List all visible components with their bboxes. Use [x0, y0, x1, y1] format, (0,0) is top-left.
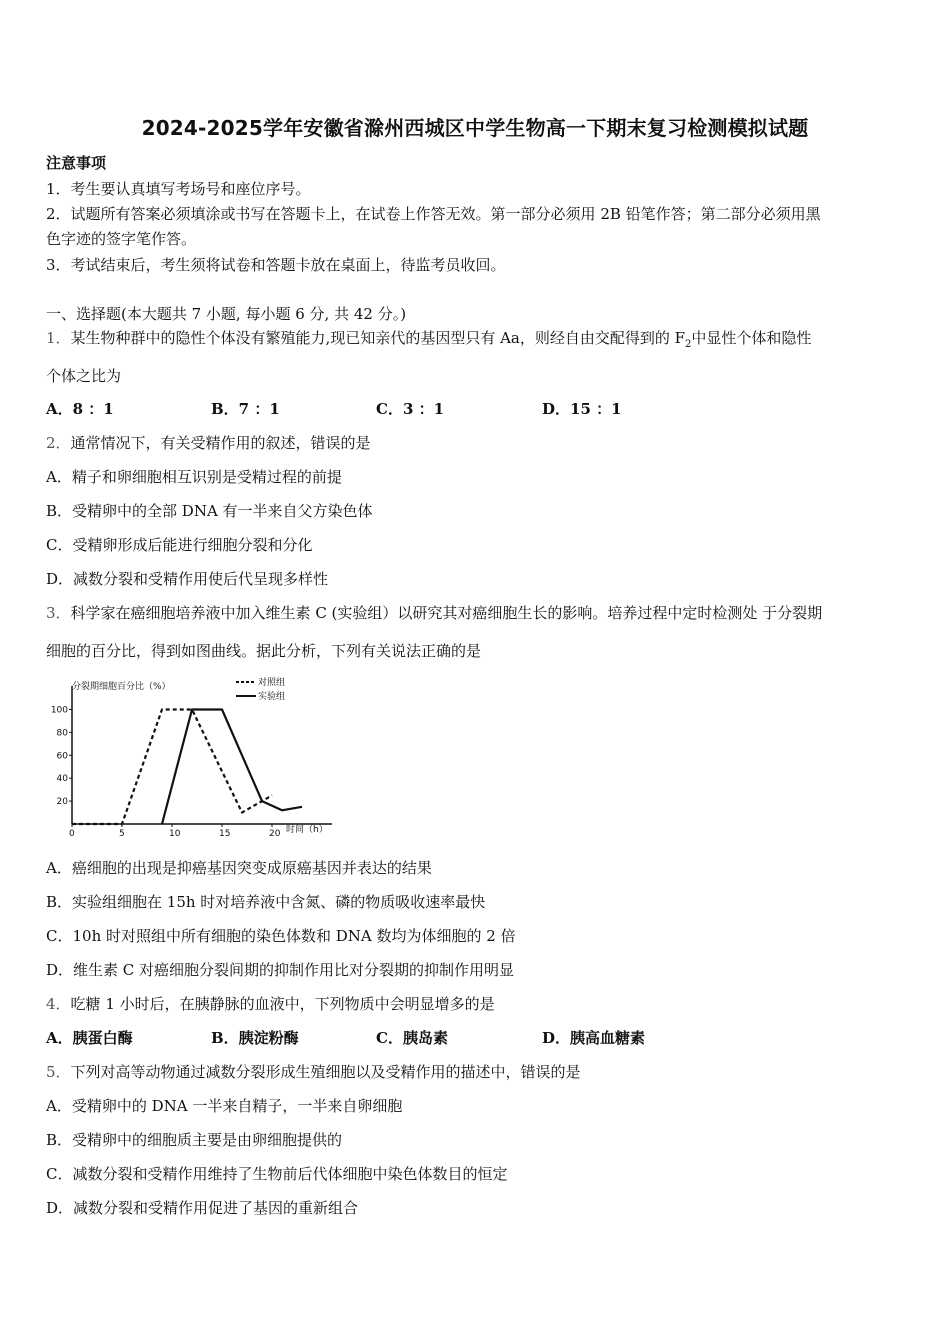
q3-stem — [46, 602, 822, 623]
q1-option-a[interactable]: A．8 ：1 — [46, 400, 114, 418]
q4-option-a[interactable]: A．胰蛋白酶 — [46, 1029, 133, 1047]
q3-option-d[interactable]: D．维生素 C 对癌细胞分裂间期的抑制作用比对分裂期的抑制作用明显 — [46, 961, 515, 979]
q3-option-c[interactable]: C．10h 时对照组中所有细胞的染色体数和 DNA 数均为体细胞的 2 倍 — [46, 927, 516, 945]
q4-option-c[interactable]: C．胰岛素 — [376, 1029, 448, 1047]
q3-stem-text: 科学家在癌细胞培养液中加入维生素 C (实验组）以研究其对癌细胞生长的影响。培养过程中定时检测处 于分裂期 — [70, 604, 823, 622]
q1-stem-line2: 个体之比为 — [46, 367, 122, 385]
q4-stem-text: 吃糖 1 小时后，在胰静脉的血液中，下列物质中会明显增多的是 — [70, 995, 495, 1013]
q3-stem-line2: 细胞的百分比，得到如图曲线。据此分析，下列有关说法正确的是 — [46, 642, 482, 660]
q2-stem — [46, 432, 371, 453]
q2-option-a[interactable]: A．精子和卵细胞相互识别是受精过程的前提 — [46, 468, 342, 486]
notice-item-1: 1．考生要认真填写考场号和座位序号。 — [46, 180, 311, 198]
q2-number: 2． — [46, 434, 71, 452]
legend-label-experiment: 实验组 — [258, 692, 286, 702]
q5-number: 5． — [46, 1063, 71, 1081]
chart-series-experiment — [162, 710, 302, 825]
notice-heading: 注意事项 — [46, 154, 107, 172]
q5-option-a[interactable]: A．受精卵中的 DNA 一半来自精子，一半来自卵细胞 — [46, 1097, 403, 1115]
notice-item-2-cont: 色字迹的签字笔作答。 — [46, 230, 197, 248]
q5-option-c[interactable]: C．减数分裂和受精作用维持了生物前后代体细胞中染色体数目的恒定 — [46, 1165, 508, 1183]
chart-x-tick-label: 15 — [219, 829, 231, 839]
q1-option-d[interactable]: D．15 ：1 — [542, 400, 622, 418]
q4-option-d[interactable]: D．胰高血糖素 — [542, 1029, 646, 1047]
chart-series-control — [72, 710, 272, 825]
notice-item-2: 2．试题所有答案必须填涂或书写在答题卡上，在试卷上作答无效。第一部分必须用 2B 铅笔作答；第二部分必须用黑 — [46, 205, 821, 223]
q5-option-d[interactable]: D．减数分裂和受精作用促进了基因的重新组合 — [46, 1199, 359, 1217]
q5-stem — [46, 1061, 581, 1082]
q3-chart — [46, 672, 346, 842]
chart-x-tick-label: 5 — [119, 829, 125, 839]
chart-xlabel: 时间（h） — [286, 825, 328, 835]
q2-stem-text: 通常情况下，有关受精作用的叙述，错误的是 — [70, 434, 371, 452]
q3-number: 3． — [46, 604, 71, 622]
chart-y-tick-label: 100 — [50, 705, 68, 716]
q1-option-b[interactable]: B．7 ：1 — [211, 400, 280, 418]
notice-item-3: 3．考试结束后，考生须将试卷和答题卡放在桌面上，待监考员收回。 — [46, 256, 506, 274]
legend-label-control: 对照组 — [258, 678, 286, 688]
chart-x-tick-label: 20 — [269, 829, 281, 839]
q1-subscript: 2 — [685, 339, 692, 350]
chart-y-tick-label: 20 — [56, 797, 68, 808]
page-title: 2024-2025学年安徽省滁州西城区中学生物高一下期末复习检测模拟试题 — [141, 116, 809, 140]
q4-option-b[interactable]: B．胰淀粉酶 — [211, 1029, 299, 1047]
q3-option-b[interactable]: B．实验组细胞在 15h 时对培养液中含氮、磷的物质吸收速率最快 — [46, 893, 486, 911]
chart-legend — [236, 676, 285, 702]
chart-y-tick-label: 40 — [56, 774, 68, 785]
chart-ylabel: 分裂期细胞百分比（%） — [72, 682, 171, 692]
q4-number: 4． — [46, 995, 71, 1013]
q1-stem-text-a: 某生物种群中的隐性个体没有繁殖能力,现已知亲代的基因型只有 Aa，则经自由交配得到的 F — [70, 329, 686, 347]
q3-option-a[interactable]: A．癌细胞的出现是抑癌基因突变成原癌基因并表达的结果 — [46, 859, 432, 877]
q1-stem-text-b: 中显性个体和隐性 — [691, 329, 812, 347]
q1-number: 1． — [46, 329, 71, 347]
q5-stem-text: 下列对高等动物通过减数分裂形成生殖细胞以及受精作用的描述中，错误的是 — [70, 1063, 581, 1081]
chart-x-tick-label: 10 — [169, 829, 181, 839]
chart-x-tick-label: 0 — [69, 829, 75, 839]
q4-stem — [46, 993, 495, 1014]
q1-option-c[interactable]: C．3 ：1 — [376, 400, 445, 418]
q2-option-c[interactable]: C．受精卵形成后能进行细胞分裂和分化 — [46, 536, 313, 554]
chart-y-tick-label: 80 — [56, 728, 68, 739]
chart-y-tick-label: 60 — [56, 751, 68, 762]
section-heading: 一、选择题(本大题共 7 小题, 每小题 6 分, 共 42 分。) — [46, 305, 407, 323]
q2-option-d[interactable]: D．减数分裂和受精作用使后代呈现多样性 — [46, 570, 329, 588]
q2-option-b[interactable]: B．受精卵中的全部 DNA 有一半来自父方染色体 — [46, 502, 373, 520]
q5-option-b[interactable]: B．受精卵中的细胞质主要是由卵细胞提供的 — [46, 1131, 343, 1149]
q1-stem — [46, 327, 811, 350]
